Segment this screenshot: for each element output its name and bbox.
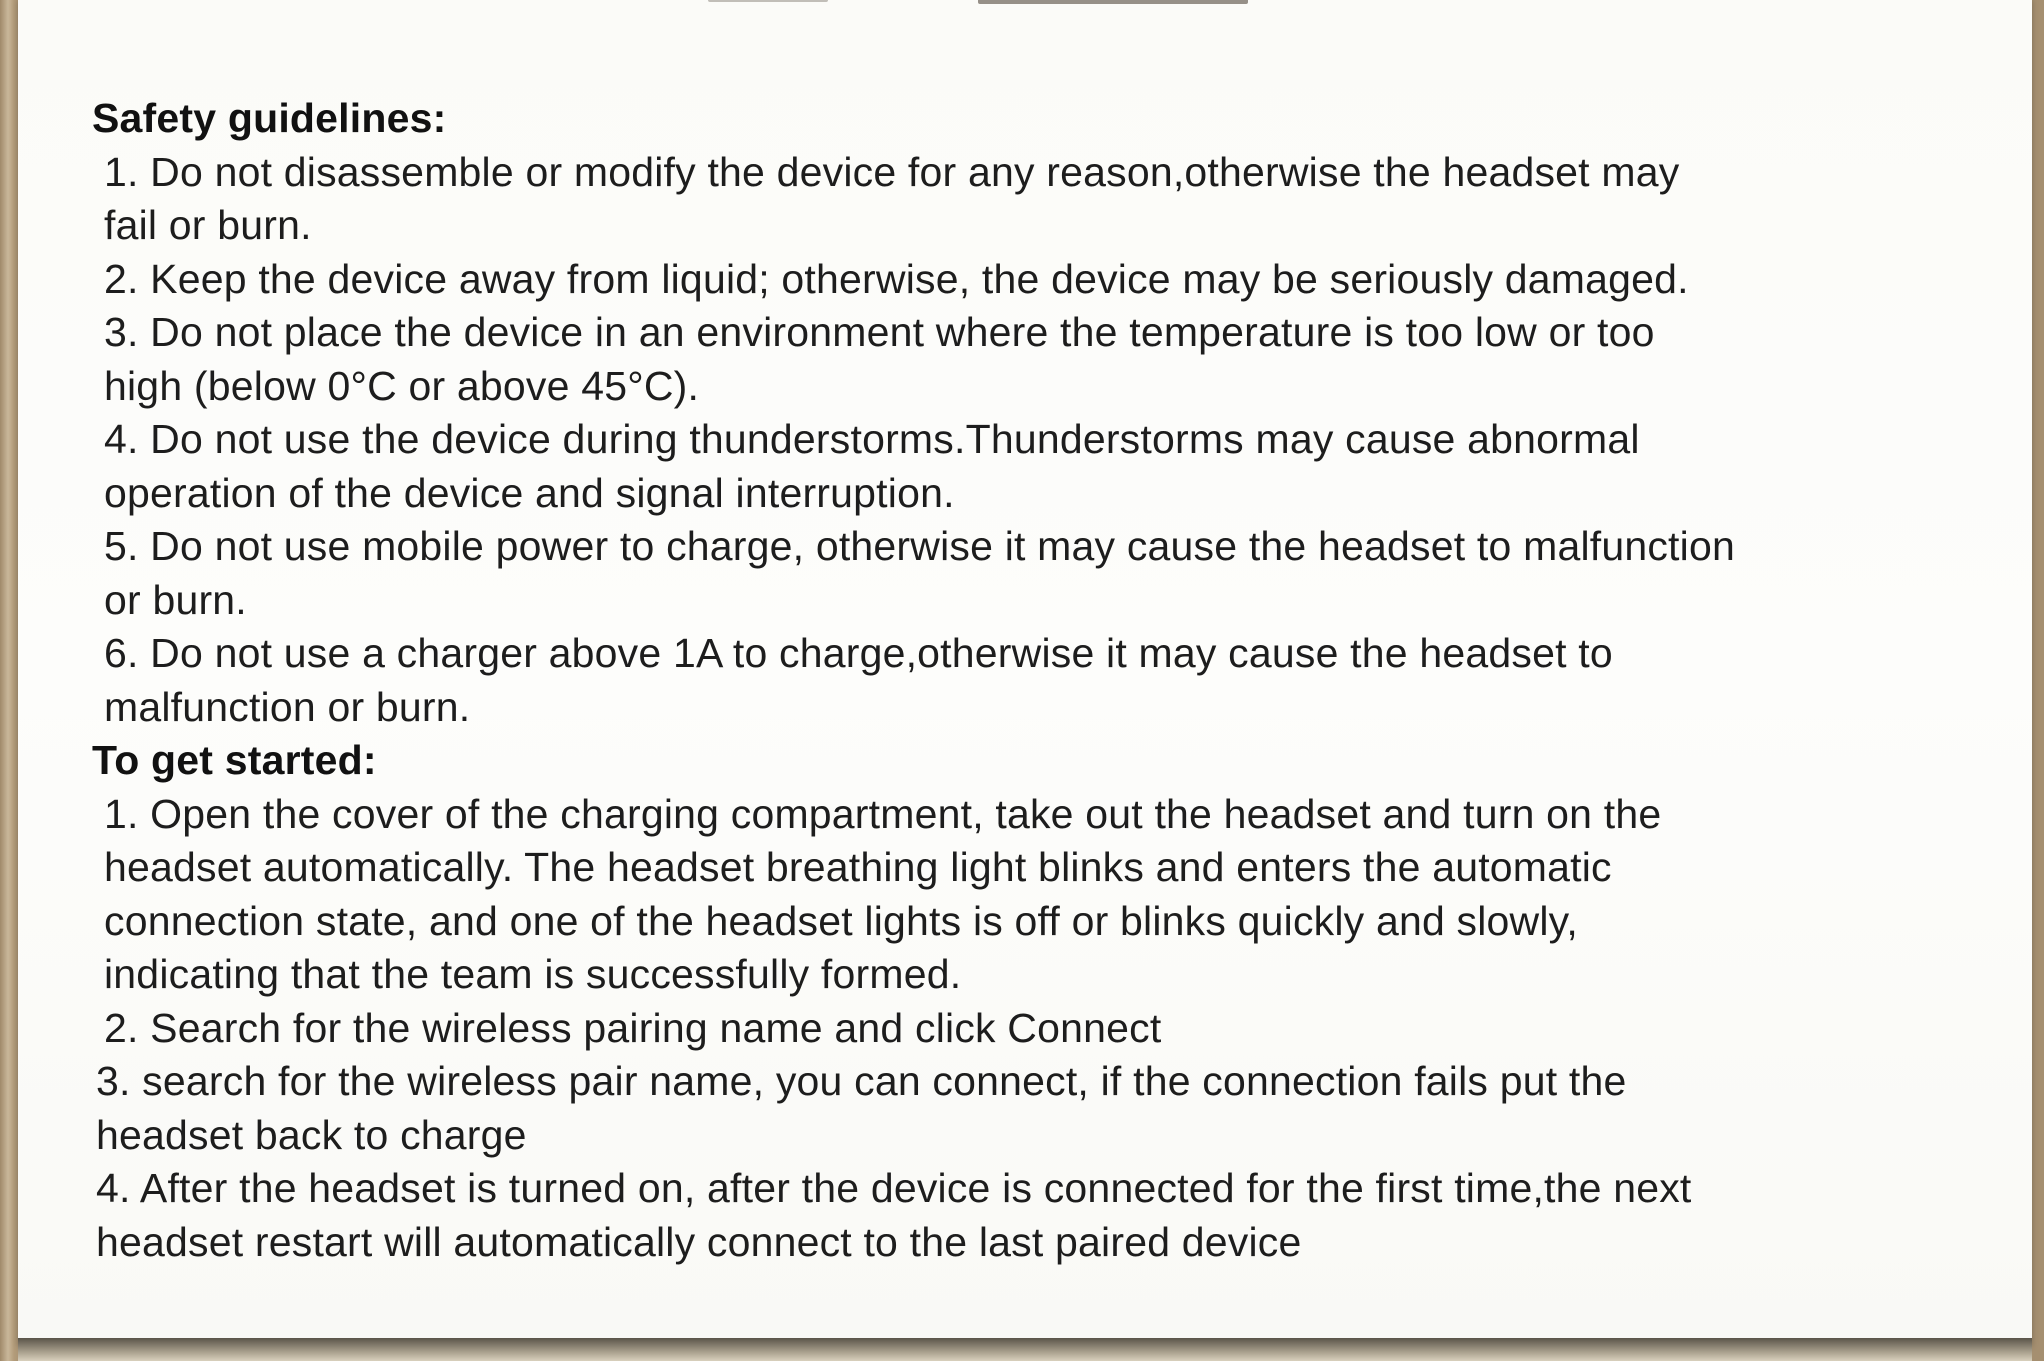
safety-item-3 bbox=[92, 306, 1992, 413]
line: malfunction or burn. bbox=[104, 683, 471, 730]
safety-item-5 bbox=[92, 520, 1992, 627]
safety-item-6 bbox=[92, 627, 1992, 734]
instructions-text bbox=[92, 92, 1992, 1269]
safety-heading: Safety guidelines: bbox=[92, 95, 447, 141]
card-bottom-edge bbox=[18, 1338, 2032, 1361]
get-started-item-4 bbox=[92, 1162, 1992, 1269]
line: 4. After the headset is turned on, after the device is connected for the first time,the next bbox=[96, 1165, 1692, 1211]
line: headset automatically. The headset breathing light blinks and enters the automatic bbox=[104, 844, 1612, 890]
line: 2. Search for the wireless pairing name and click Connect bbox=[104, 1004, 1162, 1051]
get-started-item-3 bbox=[92, 1055, 1992, 1162]
line: 2. Keep the device away from liquid; otherwise, the device may be seriously damaged. bbox=[104, 255, 1689, 302]
line: headset restart will automatically connect to the last paired device bbox=[96, 1218, 1302, 1265]
line: 1. Do not disassemble or modify the device for any reason,otherwise the headset may bbox=[104, 148, 1680, 195]
safety-item-4 bbox=[92, 413, 1992, 520]
get-started-item-1 bbox=[92, 788, 1992, 1002]
line: headset back to charge bbox=[96, 1111, 527, 1158]
line: or burn. bbox=[104, 576, 247, 623]
line: 4. Do not use the device during thunderstorms.Thunderstorms may cause abnormal bbox=[104, 416, 1640, 462]
safety-item-1 bbox=[92, 146, 1992, 253]
line: 3. Do not place the device in an environment where the temperature is too low or too bbox=[104, 309, 1655, 355]
line: connection state, and one of the headset lights is off or blinks quickly and slowly, bbox=[104, 897, 1578, 944]
line: high (below 0°C or above 45°C). bbox=[104, 362, 700, 409]
line: 6. Do not use a charger above 1A to charge,otherwise it may cause the headset to bbox=[104, 630, 1613, 676]
line: indicating that the team is successfully formed. bbox=[104, 951, 962, 997]
line: 3. search for the wireless pair name, you can connect, if the connection fails put the bbox=[96, 1058, 1627, 1104]
line: 5. Do not use mobile power to charge, otherwise it may cause the headset to malfunction bbox=[104, 523, 1735, 569]
get-started-heading: To get started: bbox=[92, 737, 377, 783]
top-edge-mark bbox=[978, 0, 1248, 4]
line: fail or burn. bbox=[104, 202, 312, 248]
line: operation of the device and signal interruption. bbox=[104, 469, 955, 516]
line: 1. Open the cover of the charging compartment, take out the headset and turn on the bbox=[104, 790, 1662, 837]
top-edge-mark bbox=[708, 0, 828, 2]
get-started-item-2 bbox=[92, 1002, 1992, 1056]
safety-item-2 bbox=[92, 253, 1992, 307]
